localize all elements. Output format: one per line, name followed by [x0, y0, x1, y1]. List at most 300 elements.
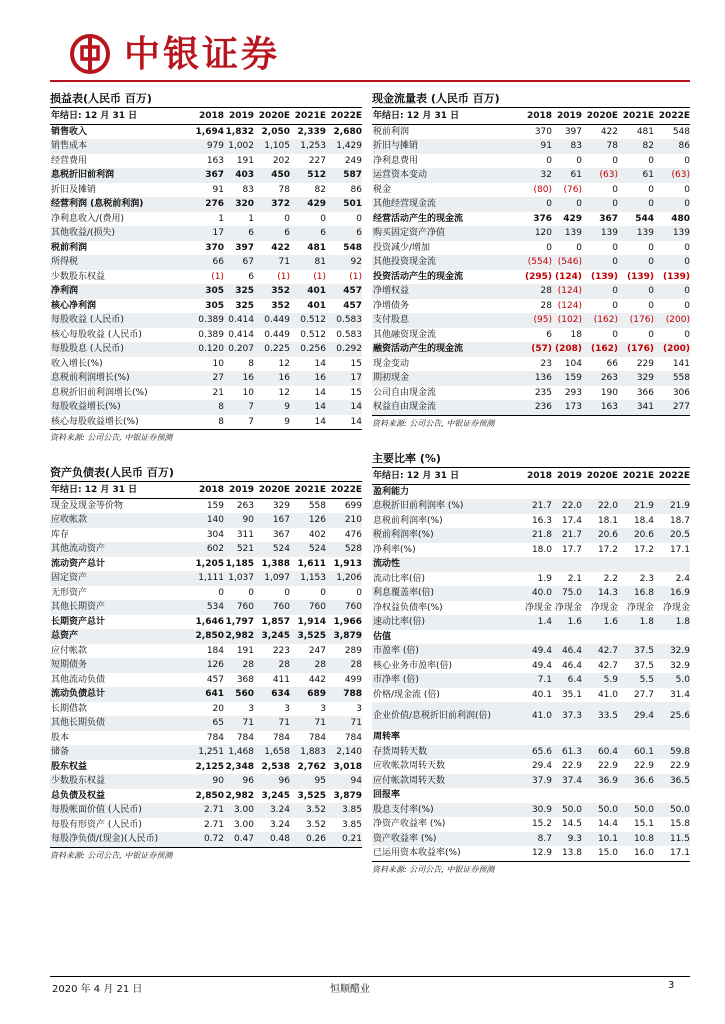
- row-value: 2.2: [603, 573, 618, 584]
- row-value: 32: [518, 168, 552, 183]
- row-value: 159: [552, 371, 582, 386]
- row-value: 15.0: [597, 848, 618, 858]
- row-value: 0.583: [336, 329, 362, 340]
- row-value: 14.5: [561, 819, 582, 829]
- row-value: 0: [582, 284, 618, 299]
- row-value: 50.0: [552, 803, 582, 818]
- table-row: [50, 760, 362, 775]
- header-year: 2022E: [654, 108, 690, 124]
- row-value: 760: [254, 600, 290, 615]
- row-value: 0.48: [254, 832, 290, 847]
- table-row: [372, 528, 690, 543]
- row-label: 其他投资现金流: [372, 255, 518, 270]
- row-value: 17.1: [669, 544, 690, 555]
- row-value: 40.1: [531, 689, 552, 700]
- balance-sheet-section: [50, 464, 362, 863]
- row-value: 20.6: [582, 528, 618, 543]
- row-value: 325: [235, 300, 254, 311]
- row-value: 25.6: [654, 702, 690, 730]
- row-value: [518, 788, 552, 803]
- row-label: 其他流动负债: [51, 674, 106, 685]
- row-value: 0: [648, 329, 654, 340]
- row-value: 236: [518, 400, 552, 415]
- row-label: 销售收入: [51, 126, 88, 137]
- row-label: 应付帐款: [51, 645, 88, 656]
- row-value: 32.9: [654, 644, 690, 659]
- row-label: 每股股息 (人民币): [50, 342, 190, 357]
- row-value: 71: [290, 716, 326, 731]
- table-row: [50, 629, 362, 644]
- row-value: 3.85: [326, 803, 362, 818]
- row-value: 95: [290, 774, 326, 789]
- row-value: 净现金: [662, 602, 690, 613]
- table-row: [50, 571, 362, 586]
- row-value: 66: [190, 255, 224, 270]
- row-value: 2.4: [675, 573, 690, 584]
- table-row: [50, 284, 362, 299]
- row-value: 29.4: [618, 702, 654, 730]
- row-value: 0: [218, 587, 224, 598]
- row-value: (1): [349, 271, 362, 282]
- header-year-end: 年结日: 12 月 31 日: [50, 108, 190, 124]
- row-value: 27: [190, 371, 224, 386]
- row-label: 盈利能力: [373, 486, 410, 497]
- row-value: 1.9: [537, 573, 552, 584]
- row-value: [618, 484, 654, 499]
- table-row: [372, 241, 690, 256]
- row-value: 558: [308, 500, 326, 511]
- header-year: 2018: [190, 108, 224, 124]
- row-value: 521: [224, 542, 254, 557]
- row-value: 329: [272, 500, 290, 511]
- row-value: 86: [654, 139, 690, 154]
- row-value: 0: [618, 255, 654, 270]
- table-row: [50, 586, 362, 601]
- row-value: 760: [224, 600, 254, 615]
- row-value: 14.3: [582, 586, 618, 601]
- row-value: 227: [308, 155, 326, 166]
- row-label: 现金变动: [373, 358, 410, 369]
- row-value: 0: [546, 242, 552, 253]
- row-value: 3: [284, 703, 290, 714]
- row-value: 6.4: [552, 673, 582, 688]
- row-value: (102): [552, 313, 582, 328]
- row-value: 96: [224, 774, 254, 789]
- row-value: [618, 557, 654, 572]
- row-value: 1,797: [225, 616, 254, 627]
- row-value: 17.4: [561, 515, 582, 526]
- row-value: 3,879: [333, 790, 362, 801]
- row-value: 167: [254, 513, 290, 528]
- row-label: 净利率(%): [373, 544, 416, 555]
- table-row: [372, 255, 690, 270]
- row-label: 应收帐款周转天数: [373, 761, 446, 771]
- row-value: 82: [618, 139, 654, 154]
- row-value: 3,018: [333, 761, 362, 772]
- table-row: [50, 789, 362, 804]
- row-value: 6: [248, 271, 254, 282]
- row-value: 16.8: [618, 586, 654, 601]
- row-label: 现金及现金等价物: [51, 500, 124, 511]
- row-value: 16.3: [531, 515, 552, 526]
- brand-name: 中银证券: [124, 33, 281, 75]
- row-value: 21.8: [518, 528, 552, 543]
- table-row: [372, 284, 690, 299]
- table-row: [372, 846, 690, 861]
- row-value: 12.9: [531, 848, 552, 858]
- row-label: 收入增长(%): [51, 358, 103, 369]
- row-label: 净利息收入/(费用): [51, 213, 125, 224]
- row-value: 1,646: [195, 616, 224, 627]
- row-value: [582, 484, 618, 499]
- row-label: 核心净利润: [51, 300, 97, 311]
- row-label: 息税折旧前利润: [50, 168, 190, 183]
- row-value: 367: [190, 168, 224, 183]
- row-label: 固定资产: [50, 571, 190, 586]
- row-value: 305: [205, 300, 224, 311]
- row-value: 16.0: [633, 848, 654, 858]
- row-value: 139: [618, 226, 654, 241]
- row-value: 1,105: [254, 139, 290, 154]
- row-value: 524: [290, 542, 326, 557]
- table-row: [50, 241, 362, 256]
- row-value: 12: [278, 387, 290, 398]
- row-value: 6: [254, 226, 290, 241]
- row-value: 1.4: [518, 615, 552, 630]
- row-value: 202: [272, 155, 290, 166]
- row-value: 1,206: [326, 571, 362, 586]
- row-value: (124): [554, 271, 582, 282]
- table-row: [50, 415, 362, 430]
- row-value: 293: [564, 387, 582, 398]
- row-value: [618, 788, 654, 803]
- row-value: 2,050: [261, 126, 290, 137]
- row-value: 20.5: [654, 528, 690, 543]
- row-value: 22.9: [597, 761, 618, 771]
- table-row: [372, 124, 690, 139]
- row-value: 3,879: [326, 629, 362, 644]
- row-value: 61: [552, 168, 582, 183]
- row-value: 0: [320, 587, 326, 598]
- row-value: 33.5: [582, 702, 618, 730]
- row-label: 流动比率(倍): [373, 573, 426, 584]
- row-value: (546): [552, 255, 582, 270]
- row-label: 每股收益增长(%): [50, 400, 190, 415]
- header-year: 2018: [518, 468, 552, 484]
- row-value: 401: [307, 300, 326, 311]
- row-value: 481: [307, 242, 326, 253]
- table-row: [372, 586, 690, 601]
- row-value: (139): [626, 271, 654, 282]
- row-value: 21.9: [654, 499, 690, 514]
- row-label: 税前利润率(%): [372, 528, 518, 543]
- row-value: 46.4: [552, 644, 582, 659]
- row-value: 689: [290, 687, 326, 702]
- row-value: 191: [236, 155, 254, 166]
- row-value: 140: [190, 513, 224, 528]
- row-label: 价格/现金流 (倍): [373, 689, 440, 700]
- row-value: 368: [236, 674, 254, 685]
- row-value: 5.9: [582, 673, 618, 688]
- bank-of-china-logo-icon: [70, 34, 110, 74]
- table-row: [50, 528, 362, 543]
- row-value: 0: [612, 329, 618, 340]
- row-value: 249: [344, 155, 362, 166]
- row-label: 经营费用: [51, 155, 88, 166]
- row-value: 544: [635, 213, 654, 224]
- row-value: 18.7: [669, 515, 690, 526]
- row-value: 422: [600, 126, 618, 137]
- row-value: 3,245: [254, 629, 290, 644]
- row-value: 1,388: [261, 558, 290, 569]
- row-value: (554): [518, 255, 552, 270]
- row-label: 税前利润: [51, 242, 88, 253]
- row-value: 190: [600, 387, 618, 398]
- row-value: 18.1: [597, 515, 618, 526]
- row-value: 401: [290, 284, 326, 299]
- row-value: 14: [314, 416, 326, 427]
- row-value: [654, 730, 690, 745]
- row-value: 5.5: [618, 673, 654, 688]
- table-row: [50, 124, 362, 139]
- row-label: 核心每股收益 (人民币): [51, 329, 142, 340]
- table-header-row: [50, 108, 362, 124]
- row-value: 14: [290, 400, 326, 415]
- row-value: 499: [344, 674, 362, 685]
- row-label: 每股净负债/(现金)(人民币): [50, 832, 190, 847]
- row-value: 2,762: [297, 761, 326, 772]
- row-value: 91: [518, 139, 552, 154]
- row-value: 699: [344, 500, 362, 511]
- row-label: 储备: [50, 745, 190, 760]
- row-value: 2,348: [225, 761, 254, 772]
- row-value: 37.5: [633, 660, 654, 671]
- row-label: 每股有形资产 (人民币): [51, 819, 142, 830]
- balance-sheet-table: [50, 482, 362, 847]
- header-year: 2022E: [654, 468, 690, 484]
- row-value: 247: [308, 645, 326, 656]
- row-value: 1,251: [190, 745, 224, 760]
- row-value: (57): [518, 342, 552, 357]
- row-value: 0: [552, 197, 582, 212]
- row-label: 权益自由现金流: [372, 400, 518, 415]
- row-value: 13.8: [561, 848, 582, 858]
- row-value: 0.26: [290, 832, 326, 847]
- row-value: 512: [290, 168, 326, 183]
- row-value: (162): [582, 313, 618, 328]
- row-value: 50.0: [654, 803, 690, 818]
- row-value: 0: [648, 155, 654, 166]
- row-value: 65: [190, 716, 224, 731]
- row-label: 流动负债总计: [50, 687, 190, 702]
- row-value: 0: [684, 329, 690, 340]
- row-value: 22.9: [561, 761, 582, 771]
- row-value: 净现金: [524, 602, 552, 613]
- row-value: 22.9: [669, 761, 690, 771]
- header-year: 2021E: [618, 108, 654, 124]
- row-value: 3,525: [290, 629, 326, 644]
- row-value: 1,153: [290, 571, 326, 586]
- row-label: 税前利润: [373, 126, 410, 137]
- row-value: 67: [224, 255, 254, 270]
- page-header: [50, 30, 690, 86]
- row-value: 325: [224, 284, 254, 299]
- row-value: 40.0: [518, 586, 552, 601]
- table-header-row: [372, 108, 690, 124]
- row-label: 存货周转天数: [372, 745, 518, 760]
- header-year: 2020E: [582, 108, 618, 124]
- row-value: 480: [671, 213, 690, 224]
- table-row: [372, 183, 690, 198]
- row-value: 6: [224, 226, 254, 241]
- row-value: (63): [582, 168, 618, 183]
- row-value: 29.4: [531, 761, 552, 771]
- table-row: [372, 168, 690, 183]
- row-value: 1,913: [333, 558, 362, 569]
- row-value: [582, 557, 618, 572]
- table-row: [372, 673, 690, 688]
- table-row: [50, 371, 362, 386]
- row-label: 每股帐面价值 (人民币): [50, 803, 190, 818]
- row-value: 352: [271, 300, 290, 311]
- row-value: 18.0: [531, 544, 552, 555]
- row-value: 501: [326, 197, 362, 212]
- row-value: 0: [612, 300, 618, 311]
- row-value: 476: [344, 529, 362, 540]
- row-value: [618, 630, 654, 645]
- row-value: 17: [326, 371, 362, 386]
- row-value: 760: [290, 600, 326, 615]
- row-value: 457: [326, 284, 362, 299]
- row-value: 0.389: [190, 313, 224, 328]
- header-year: 2022E: [326, 108, 362, 124]
- row-value: (139): [590, 271, 618, 282]
- row-value: 7: [224, 400, 254, 415]
- row-value: 82: [314, 184, 326, 195]
- row-value: 184: [206, 645, 224, 656]
- row-value: 2,680: [333, 126, 362, 137]
- row-value: (80): [533, 184, 552, 195]
- row-value: 306: [672, 387, 690, 398]
- row-value: 534: [190, 600, 224, 615]
- table-row: [372, 832, 690, 847]
- row-value: 528: [326, 542, 362, 557]
- table-row: [372, 328, 690, 343]
- table-row: [372, 357, 690, 372]
- row-value: 641: [190, 687, 224, 702]
- table-row: [50, 255, 362, 270]
- table-row: [372, 197, 690, 212]
- row-value: [582, 730, 618, 745]
- row-value: 402: [308, 529, 326, 540]
- row-value: 71: [224, 716, 254, 731]
- row-value: 1,185: [225, 558, 254, 569]
- row-value: 17.2: [633, 544, 654, 555]
- row-label: 资产收益率 (%): [372, 832, 518, 847]
- row-value: 3,245: [261, 790, 290, 801]
- table-row: [50, 818, 362, 833]
- table-row: [50, 716, 362, 731]
- row-label: 市盈率 (倍): [372, 644, 518, 659]
- row-label: 核心每股收益增长(%): [51, 416, 139, 427]
- table-row: [372, 371, 690, 386]
- table-row: [50, 168, 362, 183]
- row-value: 42.7: [582, 644, 618, 659]
- table-row: [50, 644, 362, 659]
- row-value: 22.9: [633, 761, 654, 771]
- row-value: 37.3: [552, 702, 582, 730]
- row-value: [654, 788, 690, 803]
- table-row: [372, 299, 690, 314]
- row-value: 139: [654, 226, 690, 241]
- row-value: 6: [290, 226, 326, 241]
- row-value: 276: [190, 197, 224, 212]
- row-value: 2,850: [190, 629, 224, 644]
- row-label: 其他经营现金流: [372, 197, 518, 212]
- row-value: 18: [570, 329, 582, 340]
- row-value: 3: [248, 703, 254, 714]
- row-value: 457: [206, 674, 224, 685]
- table-row: [372, 615, 690, 630]
- table-row: [372, 803, 690, 818]
- row-value: 28: [254, 658, 290, 673]
- row-value: 0.225: [254, 342, 290, 357]
- row-value: 1.6: [582, 615, 618, 630]
- row-value: 2.71: [203, 819, 224, 830]
- row-label: 少数股东权益: [50, 774, 190, 789]
- row-value: 0: [582, 255, 618, 270]
- row-value: 429: [290, 197, 326, 212]
- row-value: 0: [618, 197, 654, 212]
- row-value: 1,429: [326, 139, 362, 154]
- row-value: 3.85: [341, 819, 362, 830]
- row-value: 78: [582, 139, 618, 154]
- row-value: 3.24: [269, 819, 290, 830]
- row-value: 32.9: [669, 660, 690, 671]
- row-value: 0.47: [224, 832, 254, 847]
- table-row: [372, 817, 690, 832]
- row-value: 0.449: [254, 313, 290, 328]
- row-value: 净现金: [626, 602, 654, 613]
- row-label: 流动资产总计: [51, 558, 106, 569]
- row-value: 90: [190, 774, 224, 789]
- row-label: 流动性: [372, 557, 518, 572]
- row-value: 784: [344, 732, 362, 743]
- row-value: 2,140: [326, 745, 362, 760]
- row-label: 每股收益 (人民币): [50, 313, 190, 328]
- row-value: 9: [254, 400, 290, 415]
- row-value: 397: [564, 126, 582, 137]
- table-row: [50, 400, 362, 415]
- row-value: 28: [290, 658, 326, 673]
- table-header-row: [372, 468, 690, 484]
- row-value: 2,982: [224, 629, 254, 644]
- row-value: 403: [224, 168, 254, 183]
- row-value: 0: [320, 213, 326, 224]
- row-value: 30.9: [518, 803, 552, 818]
- table-header-row: [50, 482, 362, 498]
- row-value: 60.4: [582, 745, 618, 760]
- row-value: 136: [518, 371, 552, 386]
- row-value: 15: [350, 387, 362, 398]
- table-row: [50, 498, 362, 513]
- row-value: 6: [326, 226, 362, 241]
- footer-rule: [50, 976, 690, 977]
- row-value: 2,982: [225, 790, 254, 801]
- row-value: 0: [648, 184, 654, 195]
- row-value: [518, 557, 552, 572]
- row-value: 7.1: [518, 673, 552, 688]
